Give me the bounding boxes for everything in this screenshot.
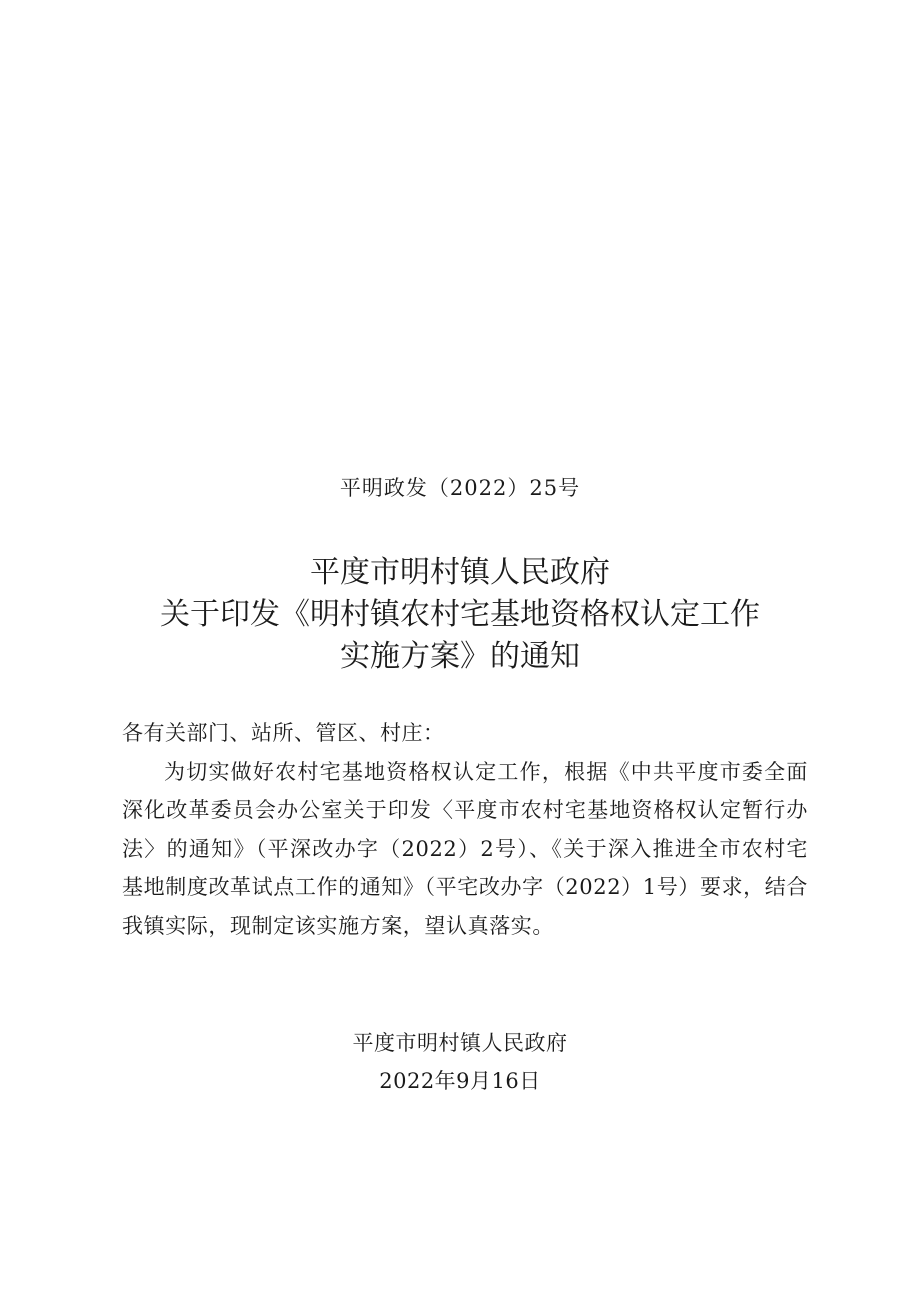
title-line-2: 关于印发《明村镇农村宅基地资格权认定工作 — [160, 597, 760, 632]
document-title — [0, 552, 920, 678]
document-body — [122, 714, 808, 945]
signature-block — [0, 1024, 920, 1100]
signature-date: 2022年9月16日 — [379, 1069, 541, 1093]
signature-organization: 平度市明村镇人民政府 — [352, 1031, 568, 1055]
document-number: 平明政发（2022）25号 — [339, 476, 581, 500]
addressee: 各有关部门、站所、管区、村庄： — [122, 721, 445, 745]
body-paragraph: 为切实做好农村宅基地资格权认定工作，根据《中共平度市委全面深化改革委员会办公室关于印发〈平度市农村宅基地资格权认定暂行办法〉的通知》（平深改办字（2022）2号）、《关于深入推进全市农村宅基地制度改革试点工作的通知》（平宅改办字（2022）1号）要求，结合我镇实际，现制定该实施方案，望认真落实。 — [122, 759, 808, 938]
title-line-1: 平度市明村镇人民政府 — [310, 555, 610, 590]
title-line-3: 实施方案》的通知 — [340, 639, 580, 674]
